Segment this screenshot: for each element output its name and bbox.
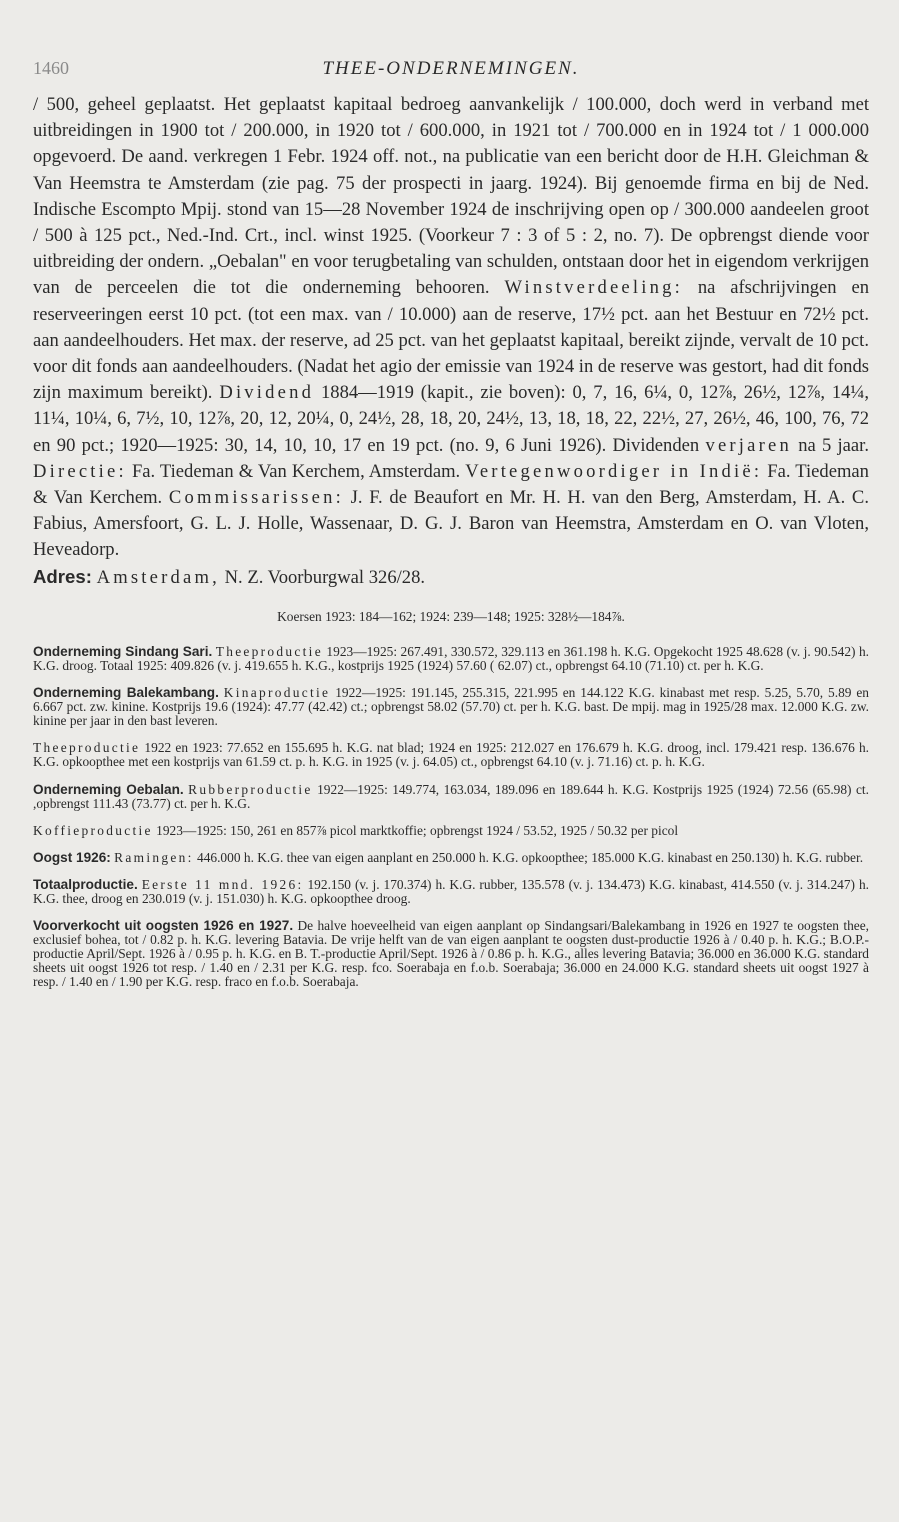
winstverdeeling-text: na afschrijvingen en reserveeringen eerst 10 pct. (tot een max. van / 10.000) aan de reserve, 17½ pct. aan het Bestuur en 72½ pct. aan aandeelhouders. Het max. der reserve, ad 25 pct. van het geplaatst kapitaal, bereikt zijnde, vervalt de 10 pct. voor dit fonds aan aandeelhouders. (Nadat het agio der emissie van 1924 in de reserve was gestort, had dit fonds zijn maximum bereikt). [33,277,869,404]
oogst-text: 446.000 h. K.G. thee van eigen aanplant en 250.000 h. K.G. opkoopthee; 185.000 K.G. kinabast en 250.130) h. K.G. rubber. [197,849,864,865]
company-entry [33,92,869,591]
koersen-line: Koersen 1923: 184—162; 1924: 239—148; 1925: 328½—184⅞. [277,608,625,624]
vertegenwoordiger-text: Fa. Tiedeman & Van Kerchem. [33,460,869,509]
directie-text: Fa. Tiedeman & Van Kerchem, Amsterdam. [131,460,461,482]
balekambang-label: Kinaproductie [223,685,331,701]
dividend-text: 1884—1919 (kapit., zie boven): 0, 7, 16, 6¼, 0, 12⅞, 26½, 12⅞, 14¼, 11¼, 10¼, 6, 7½, 10, 12⅞, 20, 12, 20¼, 0, 24½, 28, 18, 20, 24½, 13, 18, 18, 22, 22½, 27, 26½, 46, 100, 76, 72 en 90 pct.; 1920—1925: 30, 14, 10, 10, 17 en 19 pct. (no. 9, 6 Juni 1926). Dividenden [33,382,870,456]
directie-label: Directie: [33,460,127,482]
sindang-sari-paragraph [33,645,869,673]
page-title: THEE-ONDERNEMINGEN. [322,58,580,79]
koffie-text: 1923—1925: 150, 261 en 857⅞ picol marktkoffie; opbrengst 1924 / 53.52, 1925 / 50.32 per picol [156,822,679,838]
commissarissen-text: J. F. de Beaufort en Mr. H. H. van den Berg, Amsterdam, H. A. C. Fabius, Amersfoort, G. L. J. Holle, Wassenaar, D. G. J. Baron van Heemstra, Amsterdam en O. van Vloten, Heveadorp. [33,487,869,561]
oebalan-heading: Onderneming Oebalan. [33,781,184,797]
dividend-label: Dividend [219,382,315,404]
balekambang-heading: Onderneming Balekambang. [33,685,219,701]
voorverkocht-text: De halve hoeveelheid van eigen aanplant op Sindangsari/Balekambang in 1926 en 1927 te oogsten thee, exclusief bohea, tot / 0.82 p. h. K.G. levering Batavia. De vrije helft van de van eigen aanplant te oogsten dust-productie 1926 à / 0.40 p. h. K.G.; B.O.P.-productie April/Sept. 1926 à / 0.95 p. h. K.G. en B. T.-productie April/Sept. 1926 à / 0.86 p. h. K.G., alles levering Batavia; 36.000 en 36.000 K.G. standard sheets uit oogst 1926 tot resp. / 1.40 en / 2.31 per K.G. resp. fco. Soerabaja en f.o.b. Soerabaja; 36.000 en 24.000 K.G. standard sheets uit oogst 1927 à resp. / 1.40 en / 1.90 per K.G. resp. fraco en f.o.b. Soerabaja. [33,918,869,990]
sindang-sari-text: 1923—1925: 267.491, 330.572, 329.113 en 361.198 h. K.G. Opgekocht 1925 48.628 (v. j. 90.542) h. K.G. droog. Totaal 1925: 409.826 (v. j. 419.655 h. K.G., kostprijs 1925 (1924) 57.60 ( 62.07) ct., opbrengst 64.10 (71.10) ct. per h. K.G. [33,643,869,673]
totaalproductie-label: Eerste 11 mnd. 1926: [141,876,304,892]
voorverkocht-paragraph [33,919,869,989]
oebalan-text: 1922—1925: 149.774, 163.034, 189.096 en 189.644 h. K.G. Kostprijs 1925 (1924) 72.56 (65.98) ct. ,opbrengst 111.43 (73.77) ct. per h. K.G. [33,781,869,811]
oebalan-paragraph [33,783,869,811]
adres-street: N. Z. Voorburgwal 326/28. [224,566,426,588]
oogst-heading: Oogst 1926: [33,849,111,865]
oebalan-label: Rubberproductie [188,781,313,797]
sindang-sari-label: Theeproductie [215,643,323,659]
balekambang-text: 1922—1925: 191.145, 255.315, 221.995 en 144.122 K.G. kinabast met resp. 5.25, 5.70, 5.89 en 6.667 pct. zw. kinine. Kostprijs 19.6 (1924): 47.77 (42.42) ct.; opbrengst 58.02 (57.70) ct. per h. K.G. bast. De mpij. mag in 1925/28 max. 12.000 K.G. zw. kinine per jaar in den bast leveren. [33,685,869,729]
koffie-label: Koffieproductie [33,822,153,838]
totaalproductie-paragraph [33,878,869,906]
vertegenwoordiger-label: Vertegenwoordiger in Indië: [465,460,763,482]
verjaren-label: verjaren [705,434,792,456]
adres-city: Amsterdam, [96,566,220,588]
koffie-paragraph [33,824,869,838]
running-header [33,58,869,92]
balekambang-paragraph [33,686,869,728]
commissarissen-label: Commissarissen: [168,487,344,509]
balekambang-thee-paragraph [33,741,869,769]
totaalproductie-heading: Totaalproductie. [33,876,138,892]
oogst-paragraph [33,851,869,865]
history-text: / 500, geheel geplaatst. Het geplaatst kapitaal bedroeg aanvankelijk / 100.000, doch werd in verband met uitbreidingen in 1900 tot / 200.000, in 1920 tot / 600.000, in 1921 tot / 700.000 en in 1924 tot / 1 000.000 opgevoerd. De aand. verkregen 1 Febr. 1924 off. not., na publicatie van een bericht door de H.H. Gleichman & Van Heemstra te Amsterdam (zie pag. 75 der prospecti in jaarg. 1924). Bij genoemde firma en bij de Ned. Indische Escompto Mpij. stond van 15—28 November 1924 de inschrijving open op / 300.000 aandeelen groot / 500 à 125 pct., Ned.-Ind. Crt., incl. winst 1925. (Voorkeur 7 : 3 of 5 : 2, no. 7). De opbrengst diende voor uitbreiding der ondern. „Oebalan" en voor terugbetaling van schulden, ontstaan door het in eigendom verkrijgen van de perceelen die tot die onderneming behooren. [33,94,869,299]
balekambang-thee-text: 1922 en 1923: 77.652 en 155.695 h. K.G. nat blad; 1924 en 1925: 212.027 en 176.679 h. K.G. droog, incl. 179.421 resp. 136.676 h. K.G. opkoopthee met een kostprijs van 61.59 ct. p. h. K.G. in 1925 (v. j. 64.05) ct., opbrengst 64.10 (v. j. 71.16) ct. p. h. K.G. [33,740,869,770]
operations-section [33,645,869,990]
company-description [33,92,869,591]
totaalproductie-text: 192.150 (v. j. 170.374) h. K.G. rubber, 135.578 (v. j. 134.473) K.G. kinabast, 414.550 (v. j. 314.247) h. K.G. thee, droog en 230.019 (v. j. 151.030) h. K.G. opkoopthee droog. [33,876,869,906]
verjaren-text: na 5 jaar. [798,434,869,456]
adres-label: Adres: [33,565,92,587]
winstverdeeling-label: Winstverdeeling: [504,277,683,299]
balekambang-thee-label: Theeproductie [33,740,141,756]
page-number: 1460 [33,58,69,78]
voorverkocht-heading: Voorverkocht uit oogsten 1926 en 1927. [33,918,294,934]
sindang-sari-heading: Onderneming Sindang Sari. [33,643,213,659]
ramingen-label: Ramingen: [114,849,194,865]
